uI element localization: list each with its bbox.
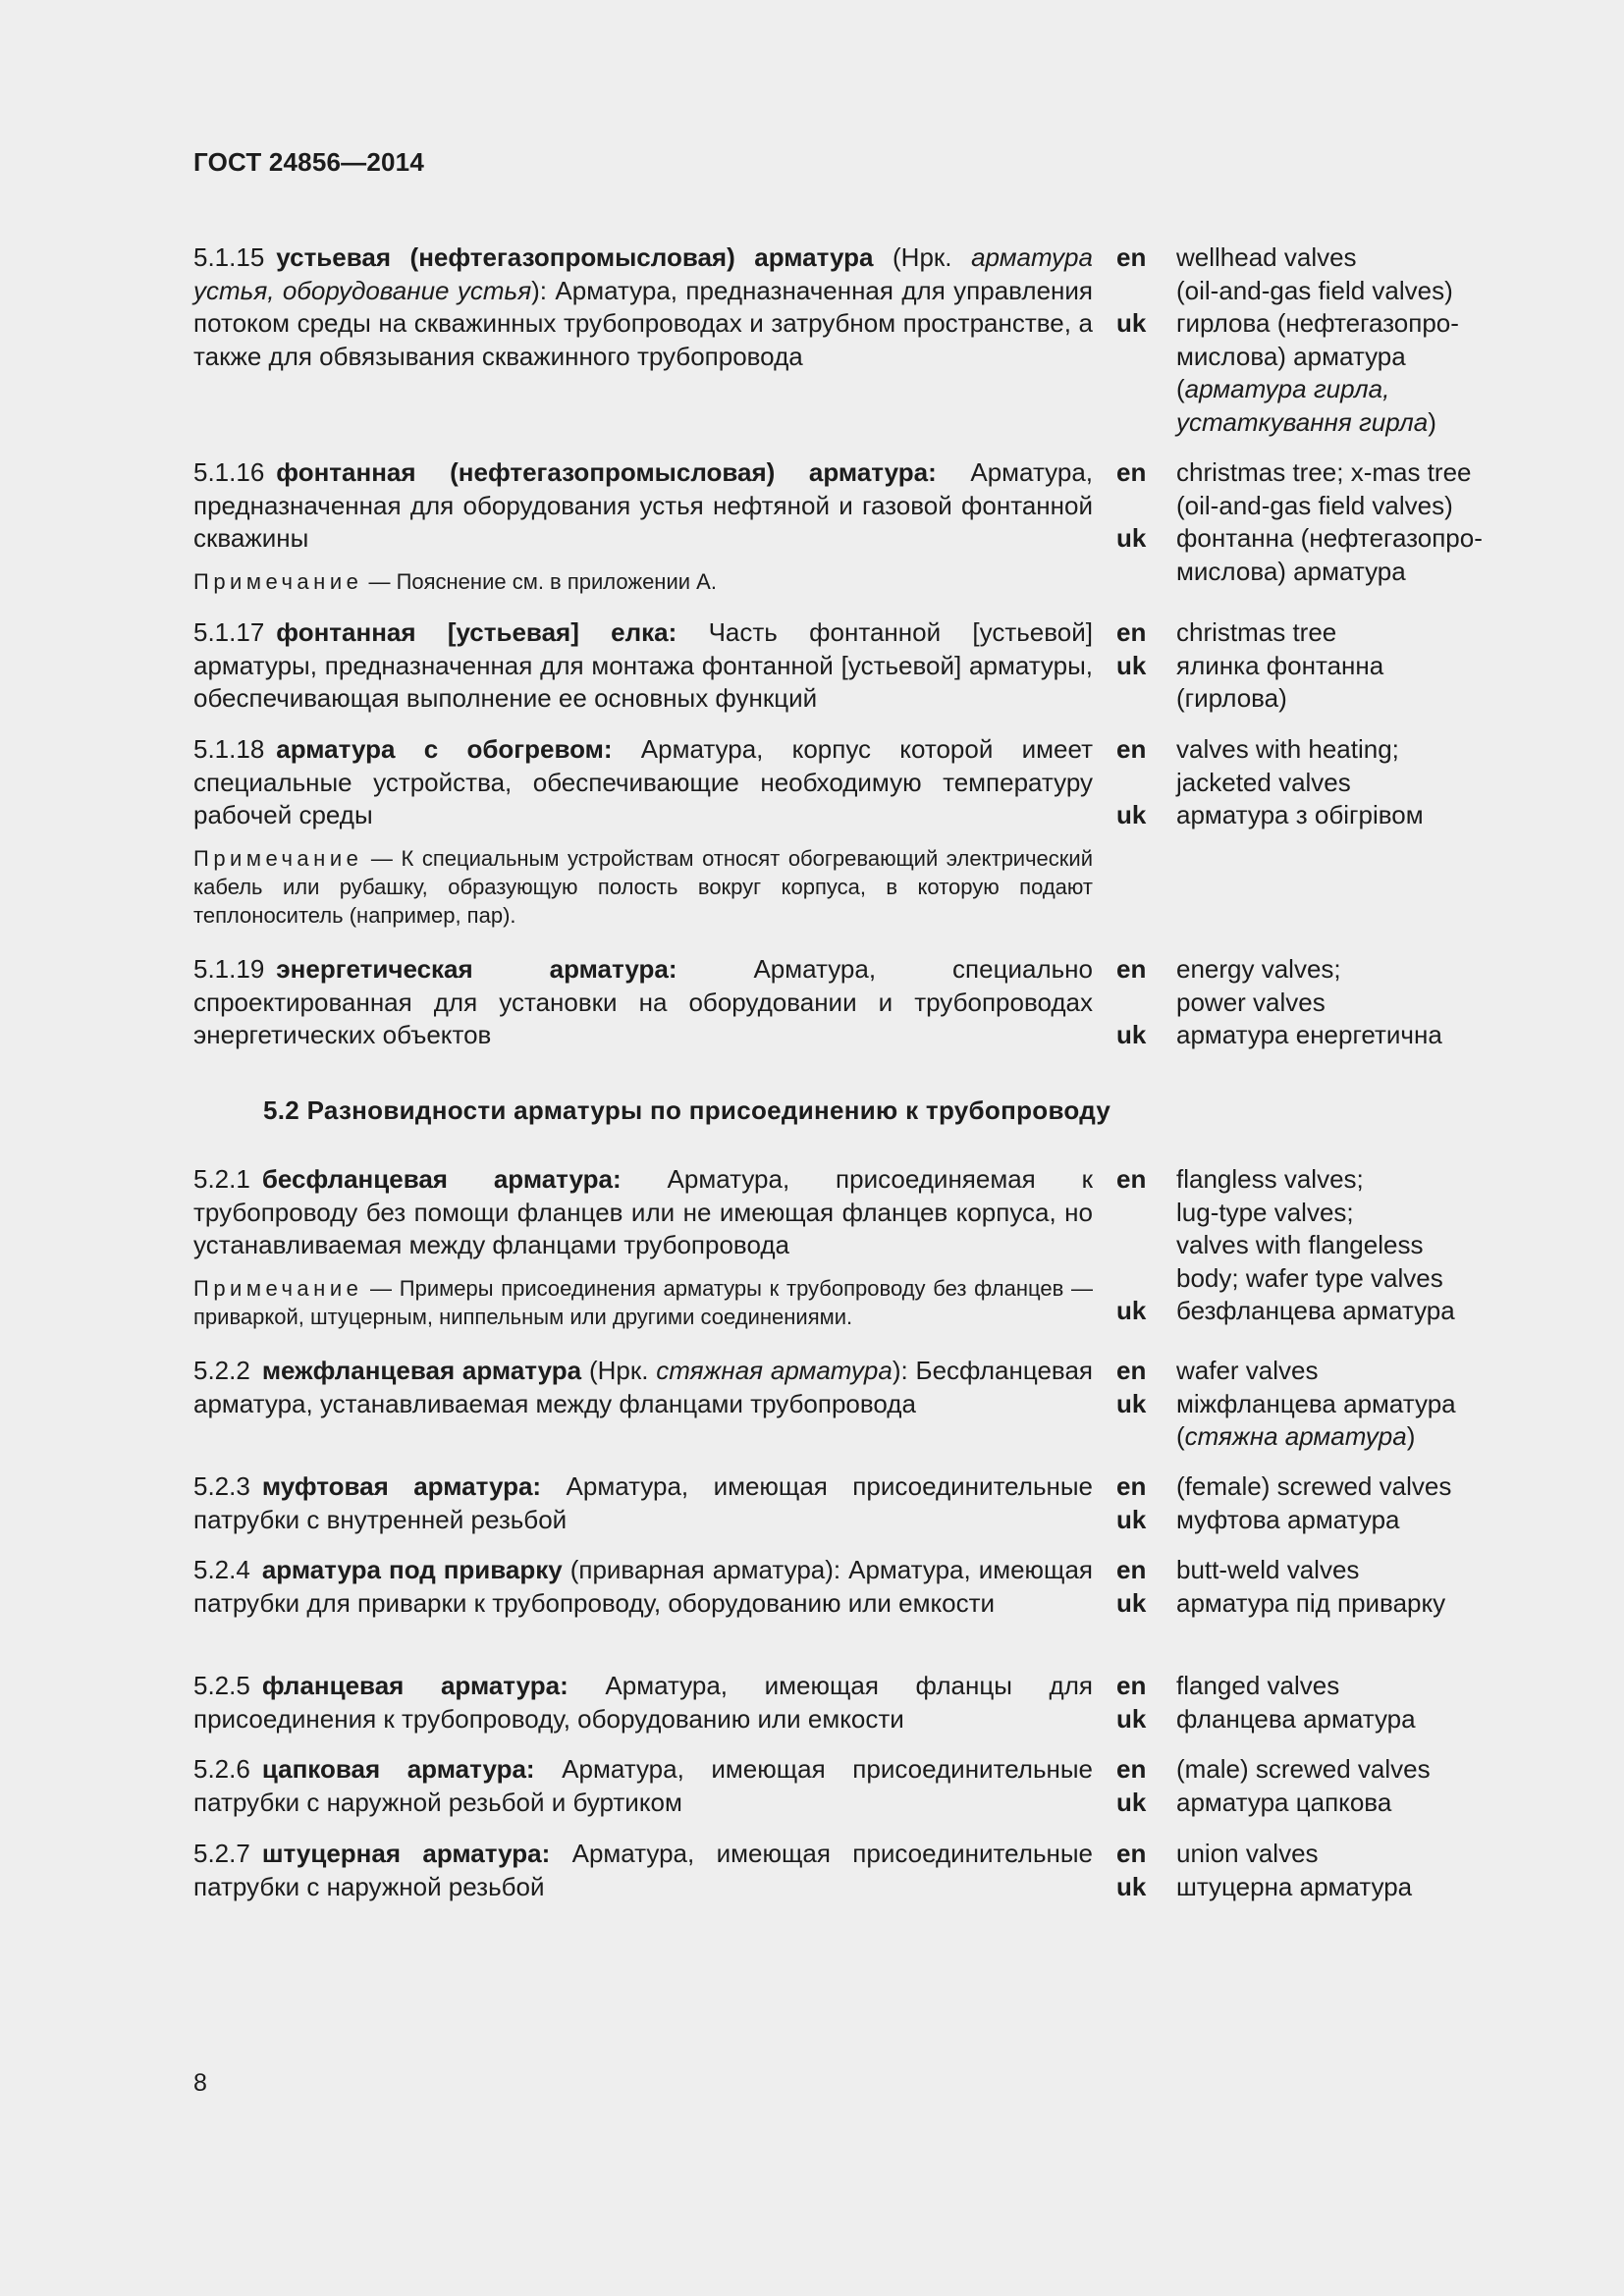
lang-en: en <box>1116 1839 1147 1868</box>
equivalents <box>1176 1670 1510 1735</box>
term-name: фонтанная [устьевая] елка: <box>276 617 677 647</box>
term-number: 5.2.2 <box>193 1356 250 1385</box>
term-number: 5.2.5 <box>193 1671 250 1700</box>
en-equivalent: (female) screwed valves <box>1176 1471 1452 1501</box>
document-header: ГОСТ 24856—2014 <box>193 147 424 177</box>
language-codes <box>1116 733 1156 832</box>
lang-en: en <box>1116 1671 1147 1700</box>
term-name: устьевая (нефтегазопромысловая) арматура <box>276 242 874 272</box>
term-name: фонтанная (нефтегазопромысловая) арматура: <box>276 457 937 487</box>
language-codes <box>1116 241 1156 341</box>
lang-en: en <box>1116 954 1147 984</box>
term-name: арматура под приварку <box>261 1555 563 1584</box>
language-codes <box>1116 1838 1156 1903</box>
en-equivalent: christmas tree; x-mas tree <box>1176 457 1472 487</box>
term-name: фланцевая арматура: <box>261 1671 568 1700</box>
definition-text: Арматура, предназначенная для оборудования устья нефтяной и газовой фонтанной скважины <box>193 457 1094 553</box>
lang-en: en <box>1116 617 1147 647</box>
lang-uk: uk <box>1116 523 1147 553</box>
note-label: Примечание <box>193 568 363 594</box>
deprecated-synonym: арматура устья, оборудование устья <box>193 242 1093 305</box>
en-equivalent: energy valves; <box>1176 954 1341 984</box>
uk-equivalent: арматура енергетична <box>1176 1020 1442 1049</box>
term-number: 5.2.6 <box>193 1754 250 1784</box>
term-number: 5.2.4 <box>193 1555 250 1584</box>
uk-equivalent: арматура з обігрівом <box>1176 800 1424 829</box>
term-definition <box>193 1355 1093 1420</box>
definition-text: Арматура, имеющая фланцы для присоединения к трубопроводу, оборудованию или емкости <box>193 1671 1093 1734</box>
term-number: 5.1.16 <box>193 457 265 487</box>
note <box>193 567 1093 596</box>
uk-equivalent: арматура під приварку <box>1176 1587 1446 1618</box>
term-definition <box>193 1163 1093 1331</box>
term-name: бесфланцевая арматура: <box>261 1164 622 1194</box>
equivalents <box>1176 1355 1510 1454</box>
en-equivalent: valves with flangeless <box>1176 1230 1424 1259</box>
lang-en: en <box>1116 457 1147 487</box>
language-codes <box>1116 1554 1156 1620</box>
term-name: арматура с обогревом: <box>276 734 613 764</box>
term-name: межфланцевая арматура <box>261 1356 582 1385</box>
synonym-suffix: ): <box>531 275 556 305</box>
term-name: энергетическая арматура: <box>276 954 677 984</box>
definition-text: Арматура, предназначенная для управления потоком среды на скважинных трубопроводах и затрубном пространстве, а также для обвязывания скважинного трубопровода <box>193 275 1093 371</box>
deprecated-synonym: стяжная арматура <box>656 1356 893 1385</box>
term-definition <box>193 1554 1093 1620</box>
term-definition <box>193 241 1093 373</box>
lang-en: en <box>1116 734 1147 764</box>
lang-uk: uk <box>1116 800 1147 829</box>
lang-uk: uk <box>1116 1020 1147 1049</box>
lang-en: en <box>1116 1754 1147 1784</box>
term-number: 5.1.18 <box>193 734 265 764</box>
en-equivalent: body; wafer type valves <box>1176 1262 1443 1293</box>
lang-en: en <box>1116 1555 1147 1584</box>
note-text: — К специальным устройствам относят обогревающий электрический кабель или рубашку, образующую полость вокруг корпуса, в которую подают теплоноситель (например, пар). <box>193 845 1093 928</box>
en-equivalent: lug-type valves; <box>1176 1197 1354 1227</box>
definition-text: (приварная арматура): Арматура, имеющая патрубки для приварки к трубопроводу, оборудованию или емкости <box>193 1555 1093 1618</box>
term-definition <box>193 1838 1093 1903</box>
term-definition <box>193 456 1093 596</box>
language-codes <box>1116 1753 1156 1819</box>
lang-uk: uk <box>1116 1871 1147 1901</box>
en-equivalent: union valves <box>1176 1839 1319 1868</box>
term-definition <box>193 1470 1093 1536</box>
language-codes <box>1116 1670 1156 1735</box>
uk-equivalent: мислова) арматура <box>1176 556 1406 586</box>
definition-text: Арматура, присоединяемая к трубопроводу без помощи фланцев или не имеющая фланцев корпуса, но устанавливаемая между фланцами трубопровода <box>193 1164 1093 1259</box>
term-number: 5.1.15 <box>193 242 265 272</box>
en-equivalent: flangless valves; <box>1176 1164 1364 1194</box>
lang-en: en <box>1116 1164 1147 1194</box>
en-equivalent: wafer valves <box>1176 1356 1319 1385</box>
lang-en: en <box>1116 1356 1147 1385</box>
term-definition <box>193 1753 1093 1819</box>
en-equivalent: power valves <box>1176 987 1326 1017</box>
synonym-prefix: (Нрк. <box>873 242 972 272</box>
language-codes <box>1116 616 1156 682</box>
equivalents <box>1176 1554 1510 1620</box>
en-equivalent: (oil-and-gas field valves) <box>1176 490 1453 520</box>
lang-uk: uk <box>1116 308 1147 338</box>
definition-text: Арматура, имеющая присоединительные патрубки с внутренней резьбой <box>193 1471 1094 1534</box>
language-codes <box>1116 1355 1156 1420</box>
uk-equivalent: ялинка фонтанна <box>1176 650 1384 680</box>
term-definition <box>193 616 1093 716</box>
uk-equivalent: арматура цапкова <box>1176 1787 1392 1817</box>
uk-equivalent: штуцерна арматура <box>1176 1871 1413 1901</box>
equivalents <box>1176 1163 1510 1328</box>
term-number: 5.2.3 <box>193 1471 250 1501</box>
page-number: 8 <box>193 2069 207 2097</box>
en-equivalent: valves with heating; <box>1176 734 1399 764</box>
equivalents <box>1176 1470 1510 1536</box>
lang-en: en <box>1116 242 1147 272</box>
definition-text: Часть фонтанной [устьевой] арматуры, предназначенная для монтажа фонтанной [устьевой] арматуры, обеспечивающая выполнение ее основных функций <box>193 617 1093 713</box>
en-equivalent: (male) screwed valves <box>1176 1754 1431 1784</box>
equivalents <box>1176 733 1510 832</box>
term-definition <box>193 1670 1093 1735</box>
lang-uk: uk <box>1116 1296 1147 1325</box>
uk-synonym: (стяжна арматура) <box>1176 1421 1416 1451</box>
note-label: Примечание <box>193 845 363 871</box>
equivalents <box>1176 1838 1510 1903</box>
en-equivalent: jacketed valves <box>1176 767 1351 797</box>
equivalents <box>1176 241 1510 439</box>
note-label: Примечание <box>193 1275 363 1301</box>
definition-text: Арматура, имеющая присоединительные патрубки с наружной резьбой и буртиком <box>193 1754 1094 1817</box>
uk-equivalent: фонтанна (нефтегазопро- <box>1176 523 1483 553</box>
definition-text: Арматура, корпус которой имеет специальные устройства, обеспечивающие необходимую температуру рабочей среды <box>193 734 1093 829</box>
equivalents <box>1176 953 1510 1052</box>
lang-uk: uk <box>1116 650 1147 680</box>
equivalents <box>1176 456 1510 588</box>
uk-equivalent: (гирлова) <box>1176 683 1287 713</box>
synonym-suffix: ): <box>892 1356 916 1385</box>
section-heading: 5.2 Разновидности арматуры по присоединению к трубопроводу <box>263 1095 1111 1125</box>
term-definition <box>193 953 1093 1052</box>
en-equivalent: butt-weld valves <box>1176 1555 1360 1584</box>
term-name: цапковая арматура: <box>261 1754 535 1784</box>
en-equivalent: (oil-and-gas field valves) <box>1176 275 1453 305</box>
language-codes <box>1116 1163 1156 1328</box>
uk-synonym: (арматура гирла, <box>1176 374 1390 403</box>
uk-equivalent: гирлова (нефтегазопро- <box>1176 308 1459 338</box>
en-equivalent: wellhead valves <box>1176 242 1357 272</box>
uk-equivalent: мислова) арматура <box>1176 341 1406 371</box>
note-text: — Примеры присоединения арматуры к трубопроводу без фланцев — приваркой, штуцерным, ниппельным или другими соединениями. <box>193 1275 1093 1329</box>
term-number: 5.1.19 <box>193 954 265 984</box>
note-text: — Пояснение см. в приложении А. <box>362 568 717 594</box>
lang-uk: uk <box>1116 1703 1147 1734</box>
term-name: штуцерная арматура: <box>261 1839 551 1868</box>
en-equivalent: flanged valves <box>1176 1671 1340 1700</box>
lang-uk: uk <box>1116 1388 1147 1418</box>
equivalents <box>1176 616 1510 716</box>
language-codes <box>1116 456 1156 556</box>
definition-text: Бесфланцевая арматура, устанавливаемая между фланцами трубопровода <box>193 1356 1093 1418</box>
lang-en: en <box>1116 1471 1147 1501</box>
term-number: 5.2.1 <box>193 1164 250 1194</box>
term-number: 5.2.7 <box>193 1839 250 1868</box>
uk-equivalent: муфтова арматура <box>1176 1504 1400 1534</box>
synonym-prefix: (Нрк. <box>581 1356 657 1385</box>
lang-uk: uk <box>1116 1587 1147 1618</box>
uk-equivalent: міжфланцева арматура <box>1176 1388 1456 1418</box>
note <box>193 844 1093 930</box>
language-codes <box>1116 953 1156 1052</box>
en-equivalent: christmas tree <box>1176 617 1337 647</box>
language-codes <box>1116 1470 1156 1536</box>
definition-text: Арматура, имеющая присоединительные патрубки с наружной резьбой <box>193 1839 1093 1901</box>
uk-synonym: устаткування гирла) <box>1176 406 1436 437</box>
lang-uk: uk <box>1116 1787 1147 1817</box>
uk-equivalent: безфланцева арматура <box>1176 1296 1455 1325</box>
note <box>193 1274 1093 1331</box>
equivalents <box>1176 1753 1510 1819</box>
uk-equivalent: фланцева арматура <box>1176 1703 1416 1734</box>
term-number: 5.1.17 <box>193 617 265 647</box>
term-name: муфтовая арматура: <box>261 1471 542 1501</box>
term-definition <box>193 733 1093 930</box>
definition-text: Арматура, специально спроектированная для установки на оборудовании и трубопроводах энергетических объектов <box>193 954 1093 1049</box>
lang-uk: uk <box>1116 1504 1147 1534</box>
